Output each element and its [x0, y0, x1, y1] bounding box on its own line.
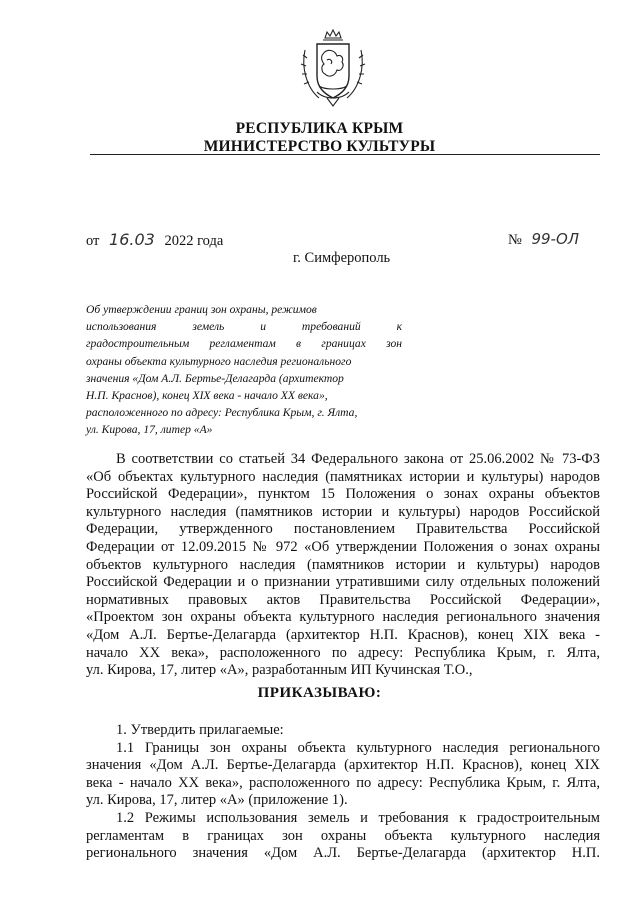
item-line: 1.2 Режимы использования земель и требования к градостроительным	[116, 809, 600, 826]
preamble-line: Российской Федерации и о признании утратившими силу отдельных положений	[86, 574, 600, 591]
header-ministry: МИНИСТЕРСТВО КУЛЬТУРЫ	[203, 138, 436, 155]
order-heading: ПРИКАЗЫВАЮ:	[257, 685, 382, 701]
date-handwritten: 16.03	[109, 230, 155, 249]
preamble-line: начало XX века», расположенного по адресу: Республика Крым, г. Ялта,	[86, 644, 600, 661]
preamble-line: объектов культурного наследия (памятников истории и культуры) народов	[86, 556, 600, 573]
preamble-line: Федерации, утвержденного постановлением Правительства Российской	[86, 521, 600, 538]
preamble-line: «Проектом зон охраны объекта культурного наследия регионального значения	[86, 609, 600, 626]
item-line: регламентам в границах зон охраны объекта культурного наследия	[86, 827, 600, 844]
preamble-line: В соответствии со статьей 34 Федерального закона от 25.06.2002 № 73-ФЗ	[116, 451, 600, 467]
preamble-line: «Об объектах культурного наследия (памятниках истории и культуры) народов	[86, 468, 600, 485]
coat-of-arms-emblem	[297, 28, 369, 108]
number-prefix: №	[508, 232, 522, 248]
item-line: 1. Утвердить прилагаемые:	[116, 722, 284, 738]
subject-line: расположенного по адресу: Республика Крым, г. Ялта,	[86, 406, 358, 420]
order-subject	[86, 301, 402, 439]
subject-line: градостроительным регламентам в границах зон	[86, 337, 402, 351]
item-line: 1.1 Границы зон охраны объекта культурного наследия регионального	[116, 739, 600, 756]
preamble-line: нормативных правовых актов Правительства Российской Федерации»,	[86, 591, 600, 608]
item-line: ул. Кирова, 17, литер «А» (приложение 1).	[86, 792, 348, 809]
item-line: значения «Дом А.Л. Бертье-Делагарда (архитектор Н.П. Краснов), конец XIX	[86, 757, 600, 774]
header-republic: РЕСПУБЛИКА КРЫМ	[235, 120, 404, 137]
subject-line: охраны объекта культурного наследия регионального	[86, 354, 352, 368]
date-year: 2022 года	[164, 233, 224, 249]
order-items	[86, 722, 600, 863]
item-line: века - начало XX века», расположенного по адресу: Республика Крым, г. Ялта,	[86, 774, 600, 791]
preamble-line: культурного наследия (памятников истории и культуры) народов Российской	[86, 503, 600, 520]
subject-line: Н.П. Краснов), конец XIX века - начало XX века»,	[86, 389, 328, 403]
document-date	[86, 230, 223, 250]
subject-line: ул. Кирова, 17, литер «А»	[86, 423, 213, 437]
subject-line: значения «Дом А.Л. Бертье-Делагарда (архитектор	[86, 371, 344, 385]
document-number	[508, 230, 579, 249]
preamble-line: Федерации от 12.09.2015 № 972 «Об утверждении Положения о зонах охраны	[86, 538, 600, 555]
item-line: регионального значения «Дом А.Л. Бертье-Делагарда (архитектор Н.П.	[86, 845, 600, 862]
number-handwritten: 99-ОЛ	[531, 230, 580, 248]
preamble-line: Российской Федерации», пунктом 15 Положения о зонах охраны объектов	[86, 486, 600, 503]
preamble-paragraph	[86, 451, 600, 680]
preamble-line: «Дом А.Л. Бертье-Делагарда (архитектор Н.П. Краснов), конец XIX века -	[86, 626, 600, 643]
header-divider	[90, 154, 600, 155]
document-city: г. Симферополь	[293, 250, 391, 266]
date-prefix: от	[86, 233, 100, 249]
preamble-line: ул. Кирова, 17, литер «А», разработанным ИП Кучинская Т.О.,	[86, 662, 473, 679]
subject-line: Об утверждении границ зон охраны, режимов	[86, 303, 317, 316]
subject-line: использования земель и требований к	[86, 320, 402, 334]
